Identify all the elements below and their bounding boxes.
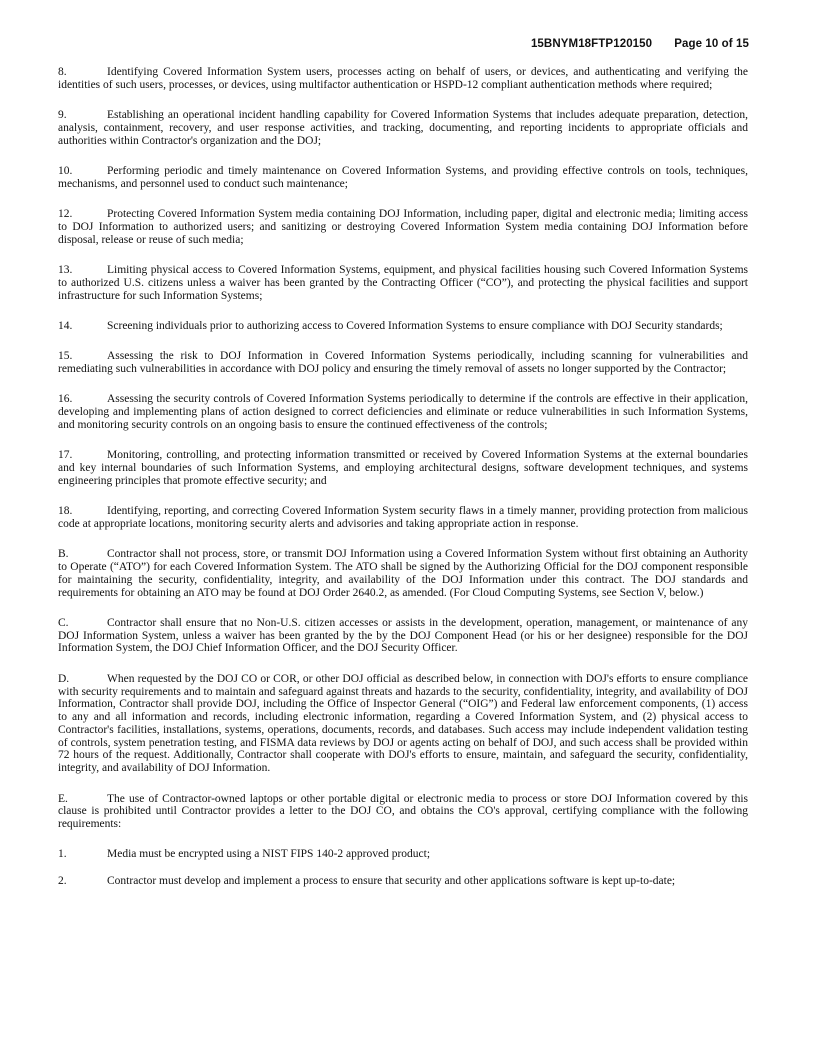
paragraph-number: D. [58,672,70,685]
paragraph-14 [58,320,748,333]
paragraph-number: 12. [58,208,73,221]
paragraph-text: Screening individuals prior to authorizing access to Covered Information Systems to ensure compliance with DOJ Security standards; [107,319,723,332]
paragraph-number: 1. [58,848,67,861]
paragraph-e [58,793,748,831]
paragraph-text: When requested by the DOJ CO or COR, or other DOJ official as described below, in connection with DOJ's efforts to ensure compliance with security requirements and to maintain and safeguard against threats and hazards to the security, confidentiality, integrity, and availability of DOJ Information, Contractor shall provide DOJ, including the Office of Inspector General (“OIG”) and Federal law enforcement components, (1) access to any and all information and records, including electronic information, regarding a Covered Information System, and (2) physical access to Contractor's facilities, installations, systems, operations, documents, records, and databases. Such access may include independent validation testing of controls, system penetration testing, and FISMA data reviews by DOJ or agents acting on behalf of DOJ, and such access shall be provided within 72 hours of the request. Additionally, Contractor shall cooperate with DOJ's efforts to ensure, maintain, and safeguard the security, confidentiality, integrity, and availability of DOJ Information. [58,672,748,775]
paragraph-number: 13. [58,263,73,276]
paragraph-number: 18. [58,505,73,518]
paragraph-number: E. [58,792,68,805]
paragraph-number: 10. [58,164,73,177]
paragraph-13 [58,264,748,302]
paragraph-d [58,673,748,775]
paragraph-text: Media must be encrypted using a NIST FIPS 140-2 approved product; [107,848,431,861]
paragraph-e-2 [58,875,748,888]
paragraph-number: 16. [58,393,73,406]
paragraph-number: 14. [58,319,73,332]
paragraph-15 [58,350,748,376]
page-header [531,38,749,50]
paragraph-number: C. [58,616,69,629]
paragraph-12 [58,208,748,246]
paragraph-text: Establishing an operational incident handling capability for Covered Information Systems that includes adequate preparation, detection, analysis, containment, recovery, and user response activities, and tracking, documenting, and reporting incidents to appropriate officials and authorities within Contractor's organization and the DOJ; [58,109,748,147]
document-body [58,66,748,902]
paragraph-text: Assessing the risk to DOJ Information in Covered Information Systems periodically, including scanning for vulnerabilities and remediating such vulnerabilities in accordance with DOJ policy and ensuring the timely removal of assets no longer supported by the Contractor; [58,350,748,375]
paragraph-text: Contractor must develop and implement a process to ensure that security and other applications software is kept up-to-date; [107,875,676,888]
paragraph-text: Performing periodic and timely maintenance on Covered Information Systems, and providing effective controls on tools, techniques, mechanisms, and personnel used to conduct such maintenance; [58,164,748,190]
paragraph-number: 2. [58,875,67,888]
paragraph-18 [58,505,748,531]
paragraph-8 [58,66,748,92]
paragraph-text: Protecting Covered Information System media containing DOJ Information, including paper, digital and electronic media; limiting access to DOJ Information to authorized users; and sanitizing or destroying Covered Information System media containing DOJ Information before disposal, release or reuse of such media; [58,208,748,246]
paragraph-number: 15. [58,350,73,363]
paragraph-9 [58,109,748,147]
paragraph-text: Limiting physical access to Covered Information Systems, equipment, and physical facilities housing such Covered Information Systems to authorized U.S. citizens unless a waiver has been granted by the Contracting Officer (“CO”), and protecting the physical facilities and support infrastructure for such Information Systems; [58,263,748,302]
paragraph-10 [58,165,748,191]
paragraph-number: 8. [58,66,67,78]
page-number: Page 10 of 15 [674,38,749,50]
paragraph-e-1 [58,848,748,861]
paragraph-number: B. [58,548,69,561]
paragraph-17 [58,449,748,487]
document-id: 15BNYM18FTP120150 [530,38,653,50]
paragraph-text: Identifying, reporting, and correcting Covered Information System security flaws in a timely manner, providing protection from malicious code at appropriate locations, monitoring security alerts and advisories and taking appropriate action in response. [58,505,748,530]
paragraph-c [58,617,748,655]
paragraph-number: 9. [58,109,67,122]
paragraph-text: Assessing the security controls of Covered Information Systems periodically to determine if the controls are effective in their application, developing and implementing plans of action designed to correct deficiencies and eliminate or reduce vulnerabilities in such Information Systems, and monitoring security controls on an ongoing basis to ensure the continued effectiveness of the controls; [58,393,748,431]
paragraph-text: Identifying Covered Information System users, processes acting on behalf of users, or devices, and authenticating and verifying the identities of such users, processes, or devices, using multifactor authentication or HSPD-12 compliant authentication methods where required; [58,66,748,91]
paragraph-16 [58,393,748,431]
paragraph-number: 17. [58,449,73,462]
paragraph-text: Contractor shall not process, store, or transmit DOJ Information using a Covered Information System without first obtaining an Authority to Operate (“ATO”) for each Covered Information System. The ATO shall be signed by the Authorizing Official for the DOJ component responsible for maintaining the security, confidentiality, integrity, and availability of the DOJ Information under this contract. The DOJ standards and requirements for obtaining an ATO may be found at DOJ Order 2640.2, as amended. (For Cloud Computing Systems, see Section V, below.) [58,548,748,599]
paragraph-b [58,548,748,599]
paragraph-text: Contractor shall ensure that no Non-U.S. citizen accesses or assists in the development, operation, management, or maintenance of any DOJ Information System, unless a waiver has been granted by the by the DOJ Component Head (or his or her designee) responsible for the DOJ Information System, the DOJ Chief Information Officer, and the DOJ Security Officer. [58,616,748,655]
paragraph-text: Monitoring, controlling, and protecting information transmitted or received by Covered Information Systems at the external boundaries and key internal boundaries of such Information Systems, and employing architectural designs, software development techniques, and systems engineering principles that promote effective security; and [58,449,748,487]
paragraph-text: The use of Contractor-owned laptops or other portable digital or electronic media to process or store DOJ Information covered by this clause is prohibited until Contractor provides a letter to the DOJ CO, and obtains the CO's approval, certifying compliance with the following requirements: [58,792,748,831]
